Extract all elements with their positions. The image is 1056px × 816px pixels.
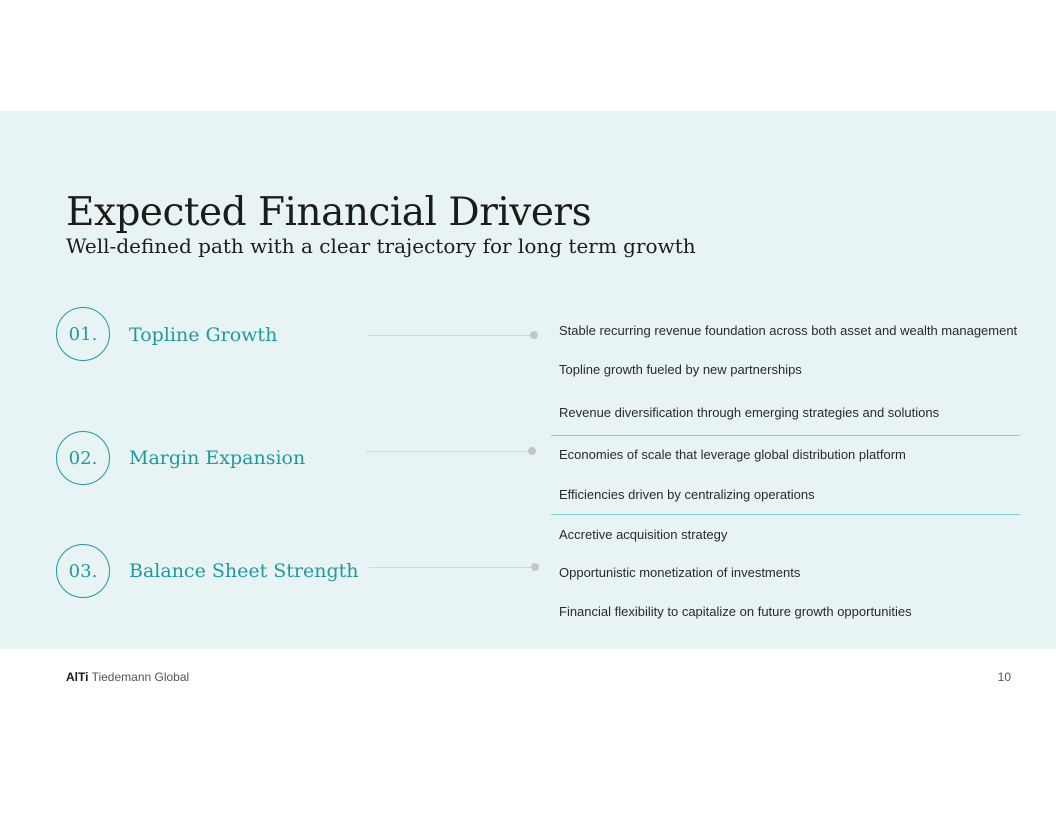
driver-detail-item: Topline growth fueled by new partnerships [559,362,802,377]
driver-number-badge: 01. [56,307,110,361]
driver-detail-item: Economies of scale that leverage global distribution platform [559,447,906,462]
driver-detail-item: Efficiencies driven by centralizing operations [559,487,815,502]
footer-brand [66,670,189,684]
driver-detail-item: Stable recurring revenue foundation across both asset and wealth management [559,323,1018,338]
connector-line [369,567,535,568]
footer-brand-name: Tiedemann Global [91,670,190,684]
driver-detail-item: Revenue diversification through emerging strategies and solutions [559,405,940,420]
page-subtitle: Well-defined path with a clear trajectory for long term growth [66,234,696,258]
driver-number-badge: 03. [56,544,110,598]
connector-dot [530,331,538,339]
footer-brand-bold: AlTi [66,670,89,684]
page-title: Expected Financial Drivers [66,190,592,235]
driver-detail-item: Financial flexibility to capitalize on future growth opportunities [559,604,912,619]
driver-detail-item: Opportunistic monetization of investments [559,565,801,580]
section-separator [551,514,1020,515]
driver-detail-item: Accretive acquisition strategy [559,527,728,542]
connector-dot [528,447,536,455]
connector-dot [531,563,539,571]
page-number: 10 [997,670,1011,684]
driver-label-topline-growth: Topline Growth [129,324,278,346]
driver-number-badge: 02. [56,431,110,485]
connector-line [368,335,534,336]
driver-label-balance-sheet-strength: Balance Sheet Strength [129,560,359,582]
driver-label-margin-expansion: Margin Expansion [129,447,306,469]
connector-line [366,451,532,452]
section-separator [551,435,1020,436]
